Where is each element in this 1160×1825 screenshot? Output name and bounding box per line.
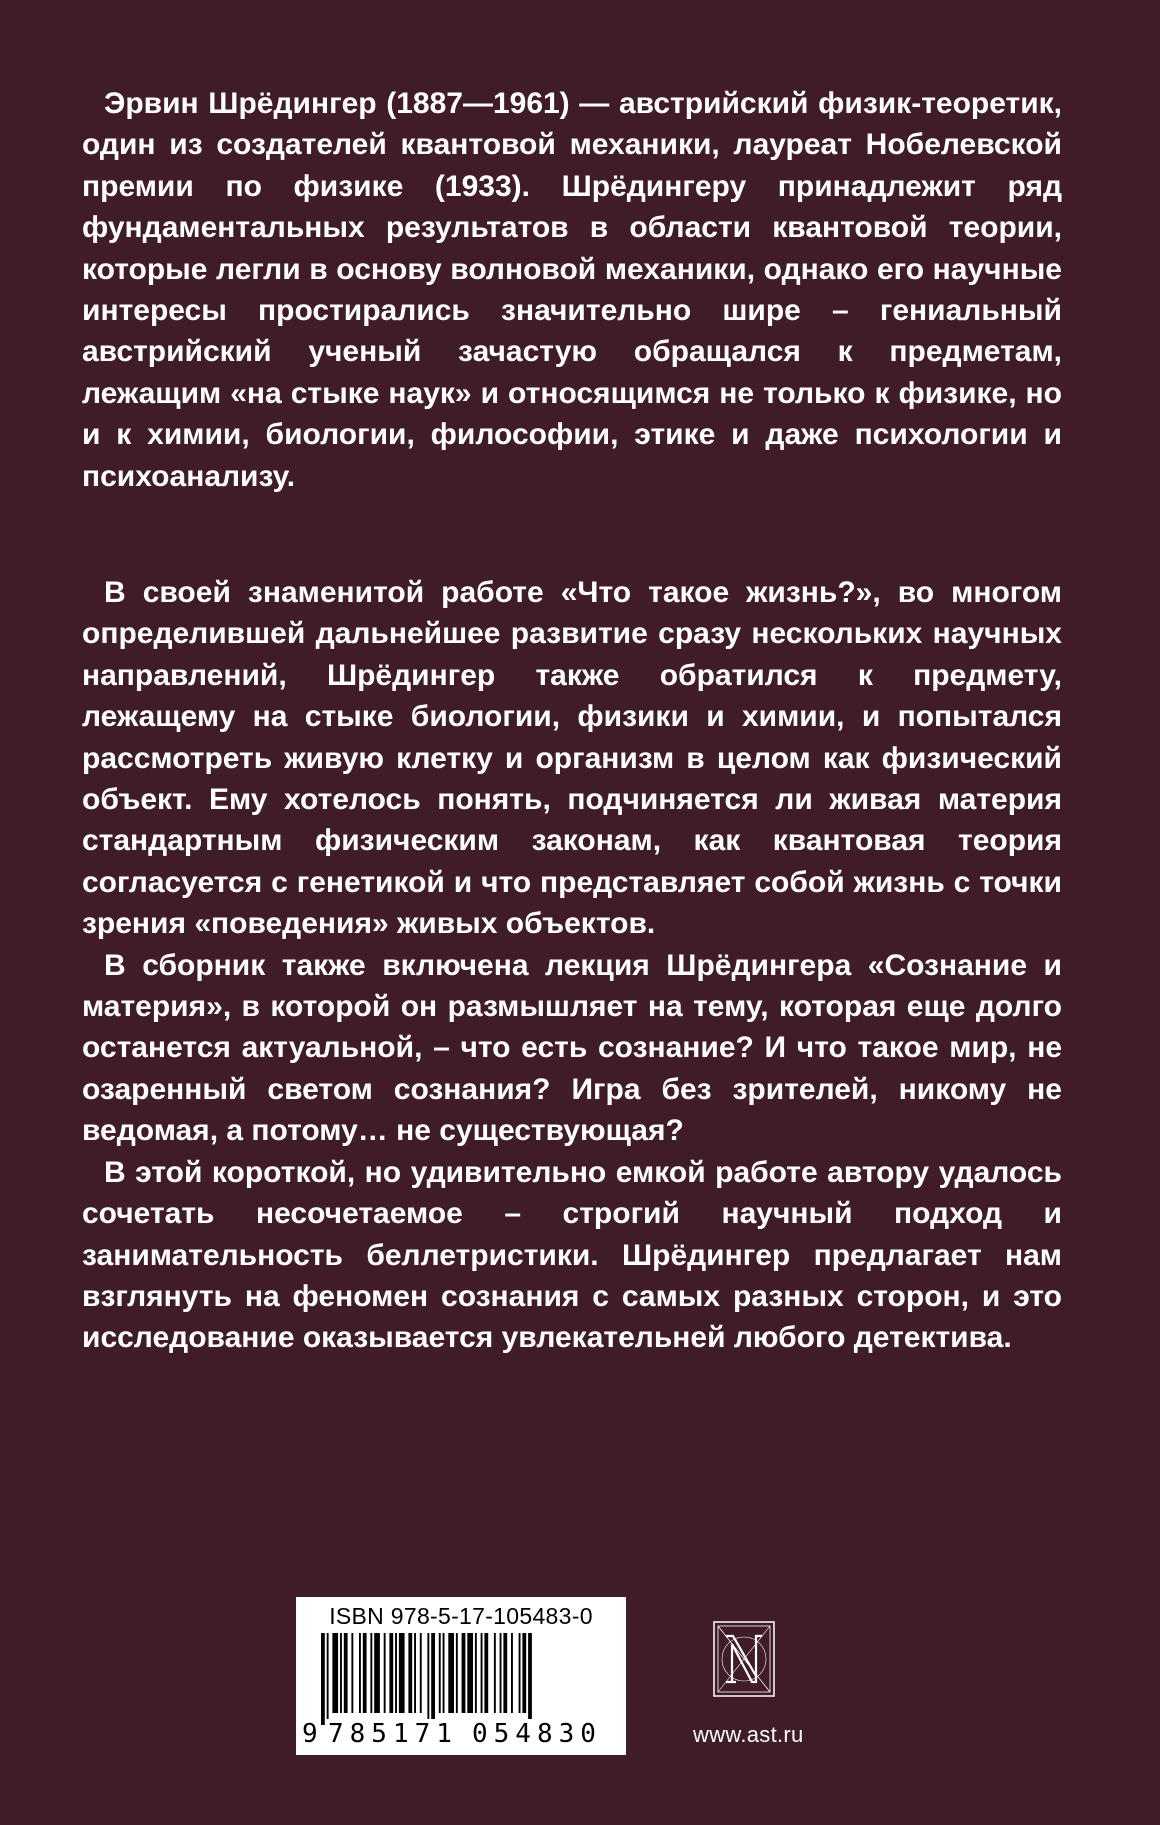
barcode-digits-left: 785171	[328, 1719, 458, 1749]
barcode-digit-first: 9	[302, 1719, 318, 1749]
n-letter-logo-icon	[712, 1620, 776, 1698]
isbn-label: ISBN 978-5-17-105483-0	[329, 1603, 593, 1629]
paragraph: В своей знаменитой работе «Что такое жизнь?», во многом определившей дальнейшее развитие сразу нескольких научных направлений, Шрёдингер также обратился к предмету, лежащему на стыке биологии, физики и химии, и попытался рассмотреть живую клетку и организм в целом как физический объект. Ему хотелось понять, подчиняется ли живая материя стандартным физическим законам, как квантовая теория согласуется с генетикой и что представляет собой жизнь с точки зрения «поведения» живых объектов.	[82, 576, 1062, 941]
isbn-barcode	[296, 1597, 626, 1755]
paragraph: В этой короткой, но удивительно емкой работе автору удалось сочетать несочетаемое – строгий научный подход и занимательность беллетристики. Шрёдингер предлагает нам взглянуть на феномен сознания с самых разных сторон, и это исследование оказывается увлекательней любого детектива.	[82, 1155, 1062, 1355]
barcode-bars	[321, 1633, 603, 1725]
annotation-block-2	[82, 572, 1062, 1359]
paragraph: В сборник также включена лекция Шрёдингера «Сознание и материя», в которой он размышляет на тему, которая еще долго останется актуальной, – что есть сознание? И что такое мир, не озаренный светом сознания? Игра без зрителей, никому не ведомая, а потому… не существующая?	[82, 948, 1062, 1148]
annotation-block-1	[82, 83, 1062, 497]
paragraph: Эрвин Шрёдингер (1887—1961) — австрийский физик-теоретик, один из создателей квантовой механики, лауреат Нобелевской премии по физике (1933). Шрёдингеру принадлежит ряд фундаментальных результатов в области квантовой теории, которые легли в основу волновой механики, однако его научные интересы простирались значительно шире – гениальный австрийский ученый зачастую обращался к предметам, лежащим «на стыке наук» и относящимся не только к физике, но и к химии, биологии, философии, этике и даже психологии и психоанализу.	[82, 87, 1062, 493]
barcode-digits-right: 054830	[472, 1719, 602, 1749]
publisher-website: www.ast.ru	[693, 1722, 804, 1747]
